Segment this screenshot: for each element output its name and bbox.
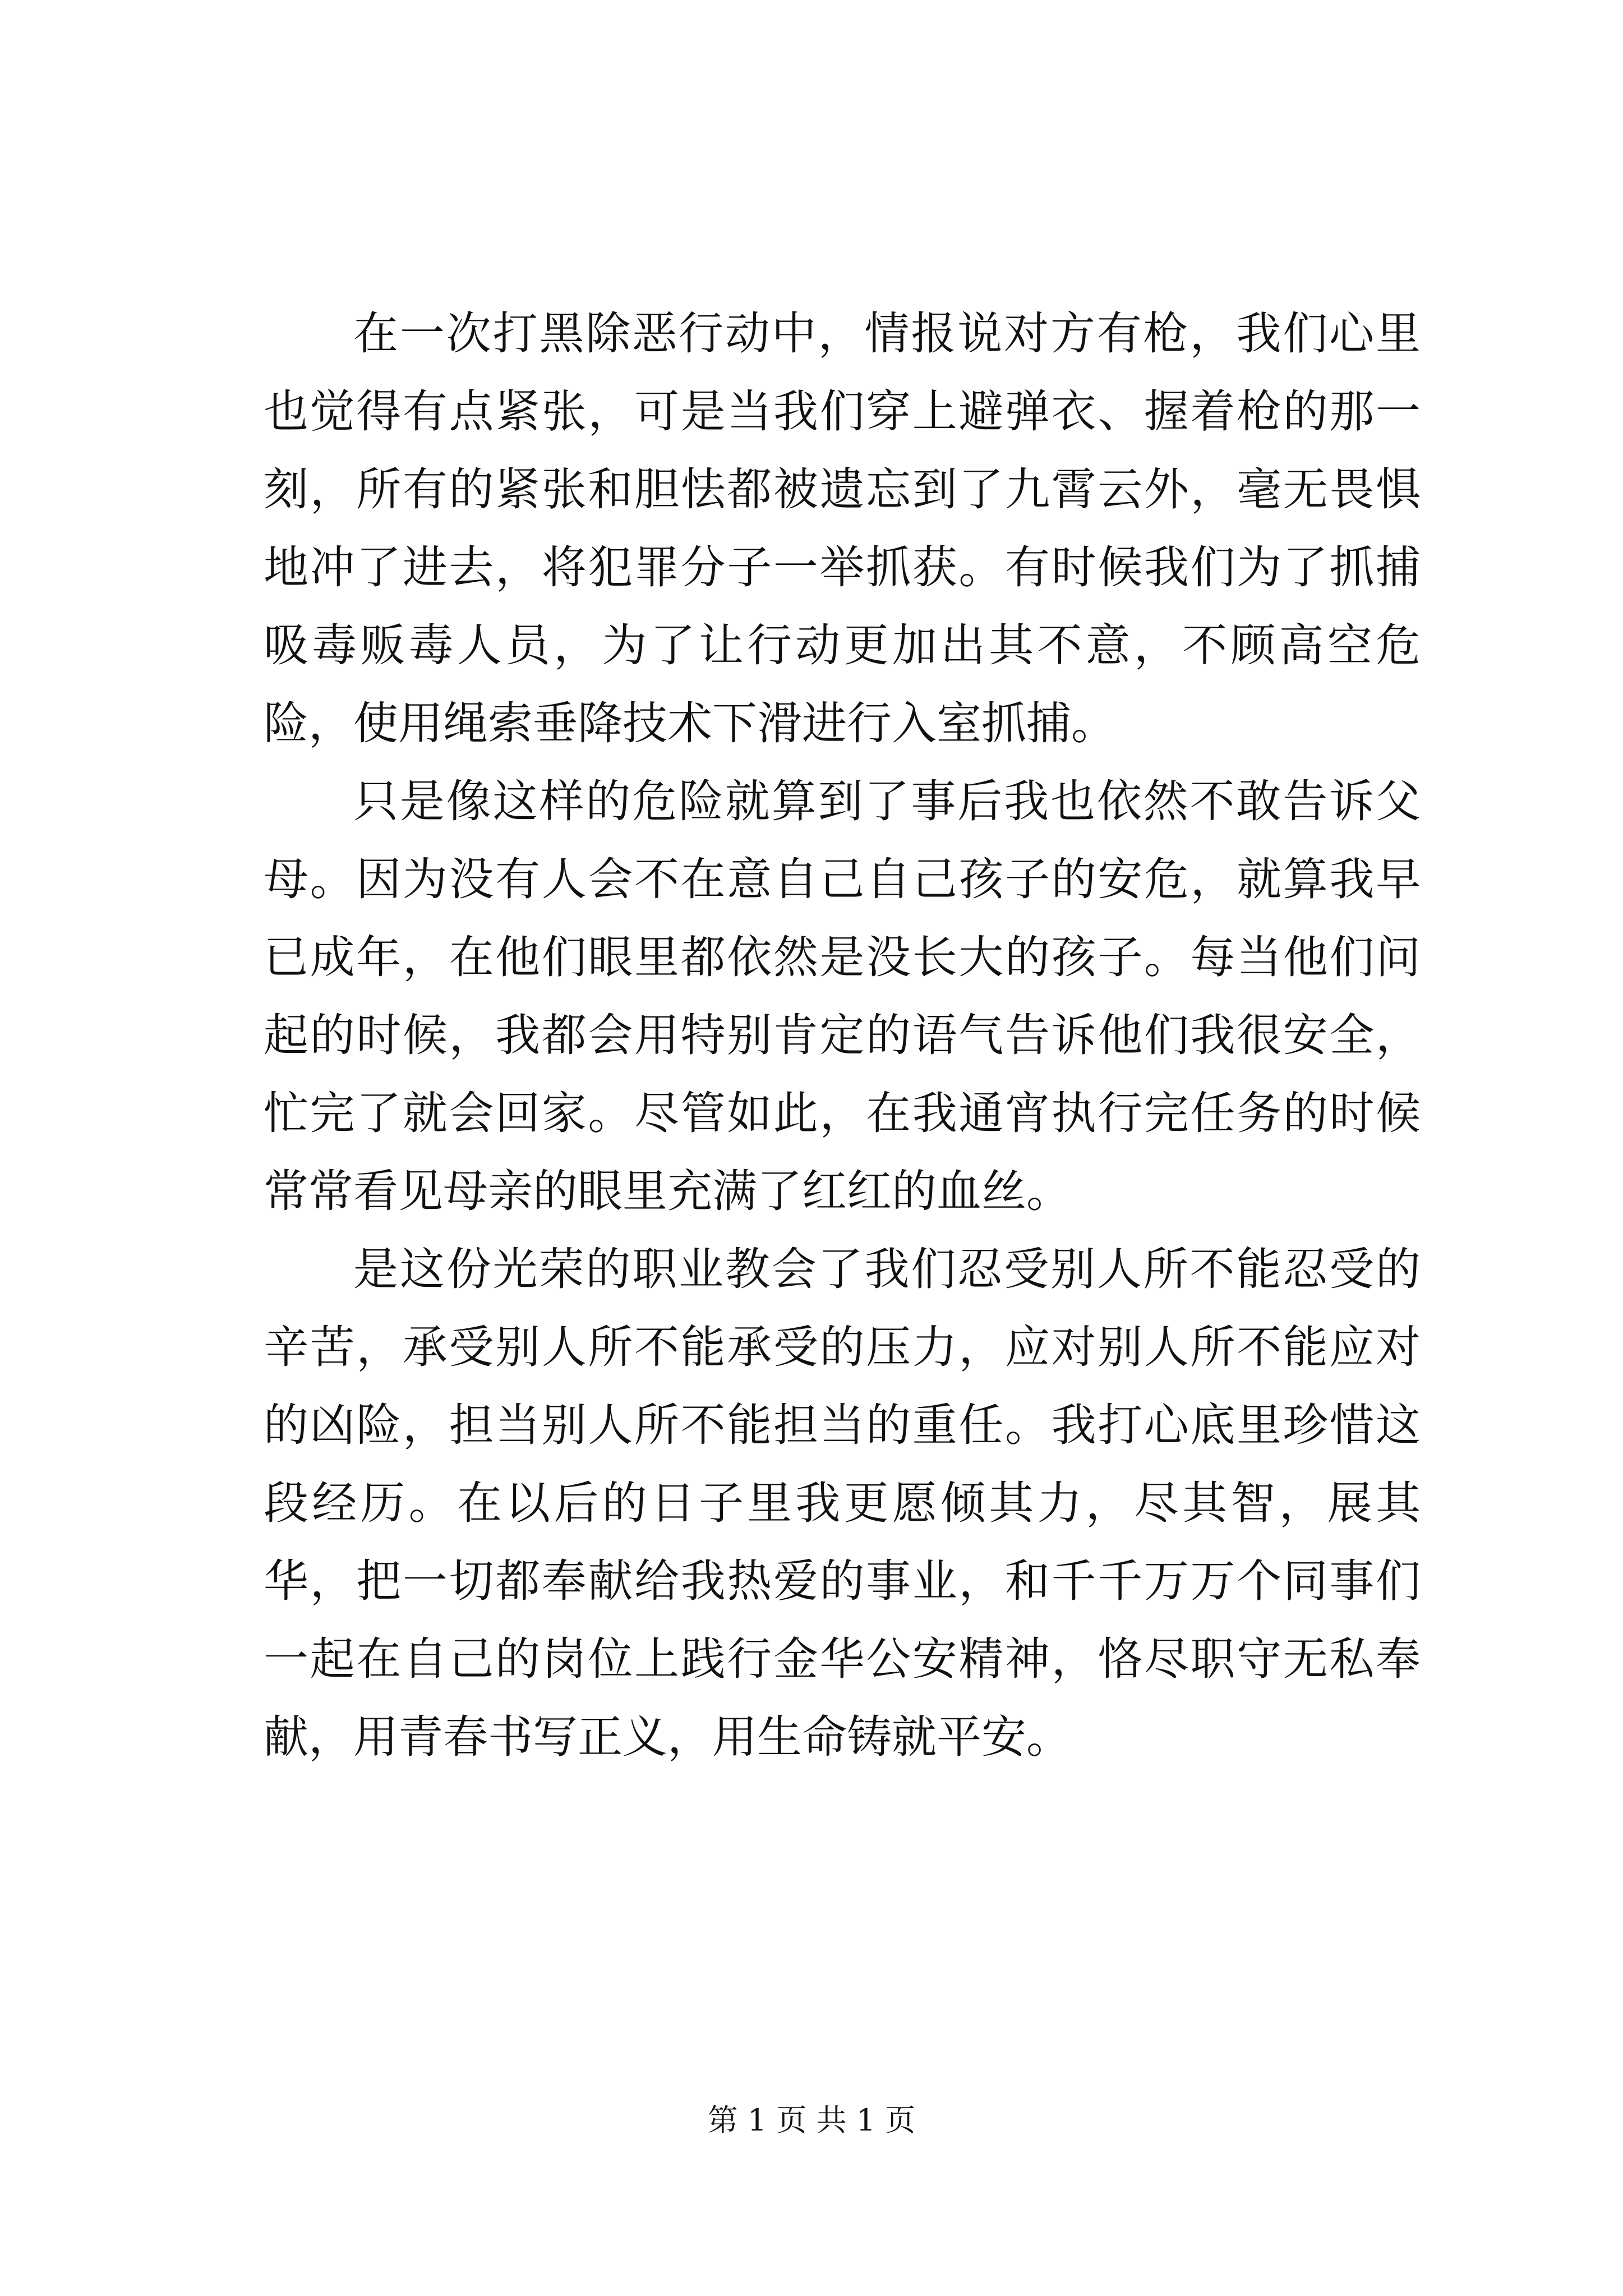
paragraph-3: 是这份光荣的职业教会了我们忍受别人所不能忍受的辛苦，承受别人所不能承受的压力，应对别人所不能应对的凶险，担当别人所不能担当的重任。我打心底里珍惜这段经历。在以后的日子里我更愿倾其力，尽其智，展其华，把一切都奉献给我热爱的事业，和千千万万个同事们一起在自己的岗位上践行金华公安精神，恪尽职守无私奉献，用青春书写正义，用生命铸就平安。 bbox=[264, 1243, 1421, 1763]
paragraph-2: 只是像这样的危险就算到了事后我也依然不敢告诉父母。因为没有人会不在意自己自己孩子的安危，就算我早已成年，在他们眼里都依然是没长大的孩子。每当他们问起的时候，我都会用特别肯定的语气告诉他们我很安全，忙完了就会回家。尽管如此，在我通宵执行完任务的时候常常看见母亲的眼里充满了红红的血丝。 bbox=[264, 775, 1421, 1217]
paragraph-1: 在一次打黑除恶行动中，情报说对方有枪，我们心里也觉得有点紧张，可是当我们穿上避弹衣、握着枪的那一刻，所有的紧张和胆怯都被遗忘到了九霄云外，毫无畏惧地冲了进去，将犯罪分子一举抓获。有时候我们为了抓捕吸毒贩毒人员，为了让行动更加出其不意，不顾高空危险，使用绳索垂降技术下滑进行入室抓捕。 bbox=[264, 307, 1421, 749]
document-body bbox=[264, 295, 1421, 1776]
page-footer: 第 1 页 共 1 页 bbox=[707, 2102, 916, 2138]
